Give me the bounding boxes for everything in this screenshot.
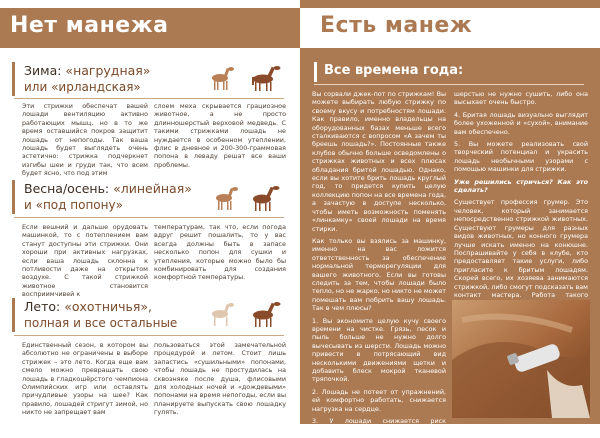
right-text-col1 — [312, 90, 446, 438]
horse-icon-6 — [253, 302, 281, 327]
right-banner-title: Есть манеж — [320, 13, 473, 38]
summer-text-col1: Единственный сезон, в котором вы абсолютно не ограничены в выборе стрижек – это лето. Когда еще вам смело можно превращать свою лошадь в гладкошёрстого чемпиона Олимпийских игр или оставлять причудливые узоры на шее? Как правило, лошадей стригут зимой, но никто не запрещает вам — [22, 341, 148, 417]
summer-title-season: Лето: — [24, 299, 65, 314]
spring-horse-illustrations — [210, 184, 290, 214]
right-col1-para-5: 3. У лошади снижается риск простудиться, ведь лошадь с короткой — [312, 417, 446, 434]
right-col1-para-3: 1. Вы экономите целую кучу своего времени на чистке. Грязь, песок и пыль больше не нужно долго вычесывать из шерсти. Лошадь можно привести в потрясающий вид несколькими движениями щетки и добавить блеск мокрой тканевой тряпочкой. — [312, 316, 446, 384]
winter-title — [24, 63, 150, 95]
right-col2-para-3: 5. Вы можете реализовать свой творческий потенциал и украсить лошадь необычными узорами с помощью машинки для стрижки. — [454, 140, 588, 174]
summer-text-col2: пользоваться этой замечательной процедурой и летом. Стоит лишь запастись «сушильными» попонами, чтобы лошадь не простудилась на сквозняке после душа, флисовыми для холодных ночей и «дождевыми» попонами на время непогоды, если вы планируете выпускать свою лошадку гулять. — [154, 341, 286, 417]
winter-divider — [14, 98, 284, 99]
left-page — [0, 0, 300, 424]
winter-text-col2: слоем меха скрывается грациозное животное, а не просто длинношерстый верховой медведь. С такими стрижками лошадь не нуждается в особенном утеплении, флис в дневное и 200-300-граммовая попона в леваду решат все ваши проблемы. — [154, 102, 286, 169]
horse-clipping-photo — [452, 300, 590, 418]
spring-title — [24, 181, 192, 213]
summer-subtitle: полная и все остальные — [24, 316, 178, 330]
winter-title-style: «нагрудная» — [65, 63, 151, 78]
summer-title-style: «охотничья», — [64, 299, 153, 314]
right-col1-para-1: Вы сорвали джек-пот по стрижкам! Вы можете выбирать любую стрижку по своему вкусу и потребностям лошади. Как правило, именно владельцы на оборудованных базах меньше всего сталкиваются с вопросом «А зачем ты бреешь лошадь?». Постоянные также клубов обычно больше осведомлены о стрижках животных и всех плюсах обладания бритой лошадью. Однако, если вы хотите брить лошадь круглый год, то придется купить целую коллекцию попон на все времена года, а зачастую в доступе несколько, чтобы иметь возможность поменять «линкамку» своей лошади на время стирки. — [312, 90, 446, 233]
left-banner — [0, 8, 300, 48]
right-divider — [314, 84, 584, 85]
spring-title-style: «линейная» — [113, 181, 192, 196]
winter-accent-bar — [12, 62, 15, 96]
winter-horse-illustrations — [205, 64, 295, 94]
right-col1-para-4: 2. Лошадь не потеет от упражнений, ей комфортно работать, снижается нагрузка на сердце. — [312, 387, 446, 413]
horse-icon-5 — [212, 303, 234, 326]
spring-accent-bar — [12, 180, 15, 214]
right-heading: Все времена года: — [324, 63, 464, 78]
right-col2-para-5: Существует профессия грумер. Это человек, который занимается непосредственно стрижкой животных. Существуют грумеры для разных видов животных, но конного грумера лучше искать именно на конюшне. Поспрашивайте у себя в клубе, кто предоставляет такие услуги, либо пригласите к бритым лошадям. Скорей всего, их хозяева занимаются стрижкой, либо смогут подсказать вам контакт мастера. Работа такого — [454, 198, 588, 299]
winter-subtitle: или «ирландская» — [24, 80, 141, 94]
horse-icon-3 — [216, 187, 238, 210]
horse-icon-2 — [252, 66, 281, 91]
winter-text-col1: Эти стрижки обеспечат вашей лошади вентиляцию активно работающих мышц, но в то же время оставшийся покров защитит лошадь от непогоды. Так ваша лошадь будет выглядеть очень эстетично: стрижка подчеркнет изгибы шеи и груди так, что всем будет ясно, что под этим — [22, 102, 148, 178]
spring-text-col2: температурам, так что, если погода вдруг решит пошалить, то у вас всегда должны быть в запасе несколько попон для сушки и утепления, которые можно было бы комбинировать для создания комфортной температуры. — [154, 223, 286, 282]
summer-horse-illustrations — [205, 300, 295, 330]
winter-title-season: Зима: — [24, 63, 66, 78]
right-page — [300, 0, 600, 434]
spring-subtitle: и «под попону» — [24, 198, 123, 212]
summer-title — [24, 299, 177, 331]
right-col2-para-1: шерстью не нужно сушить, либо она высыхает очень быстро. — [454, 90, 588, 107]
right-heading-bar — [314, 62, 317, 82]
left-banner-title: Нет манежа — [10, 13, 169, 38]
horse-icon-1 — [212, 67, 234, 90]
spring-divider — [14, 217, 284, 218]
right-col2-para-2: 4. Бритая лошадь визуально выглядит более ухоженной и «сухой», внимание вам обеспечено. — [454, 110, 588, 136]
summer-divider — [14, 335, 284, 336]
spring-title-season: Весна/осень: — [24, 181, 114, 196]
summer-accent-bar — [12, 298, 15, 332]
right-col1-para-2: Как только вы взялись за машинку, именно на вас ложится ответственность за обеспечение нормальной терморегуляции для вашего животного. Если вы готовы следить за тем, чтобы лошади было тепло, но не жарко, но никто не может помешать вам побрить вашу лошадь. Так в чем плюсы? — [312, 236, 446, 313]
spring-text-col1: Если вешний и дальше орудовать машинкой, то с потеплением вам станут доступны эти стрижки. Они хороши при активных нагрузках, если ваша лошадь склонна к потливости даже на открытом воздухе. С такой стрижкой животное становится восприимчивей к — [22, 223, 148, 299]
horse-icon-4 — [253, 186, 280, 211]
right-col2-question: Уже решились стричься? Как это сделать? — [454, 177, 588, 195]
right-banner — [300, 8, 600, 48]
